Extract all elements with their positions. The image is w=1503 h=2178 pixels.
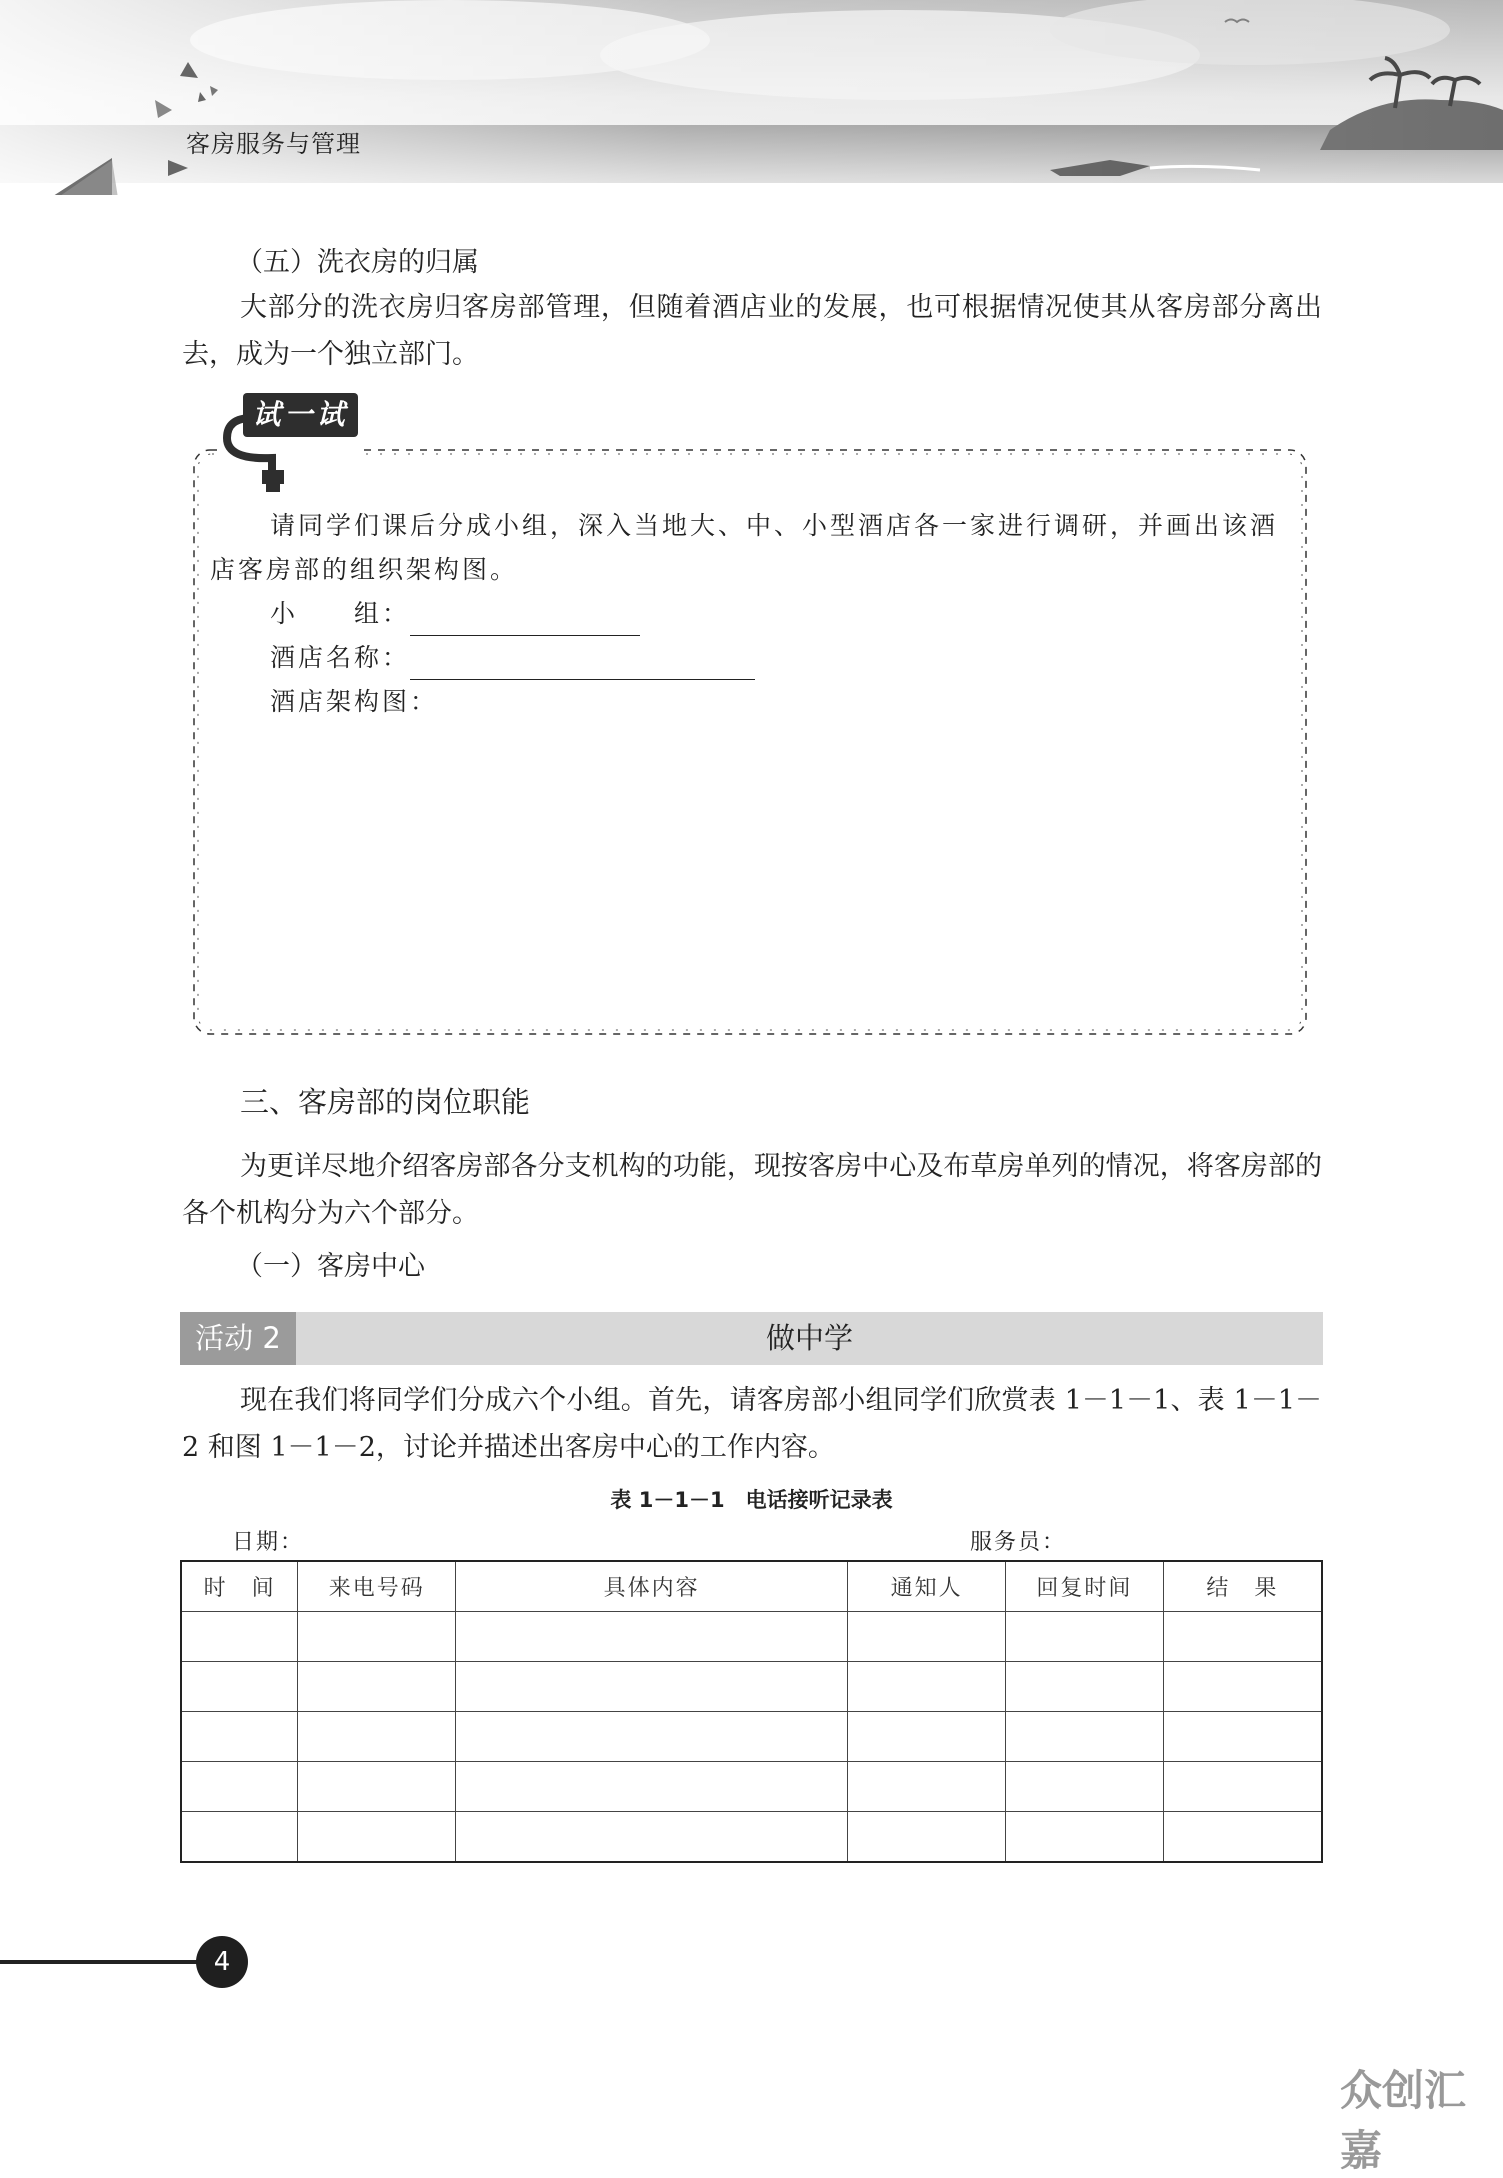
table-row bbox=[181, 1762, 1322, 1812]
table-cell[interactable] bbox=[298, 1612, 456, 1662]
table-cell[interactable] bbox=[298, 1762, 456, 1812]
table-row bbox=[181, 1712, 1322, 1762]
table-cell[interactable] bbox=[1005, 1712, 1163, 1762]
table-cell[interactable] bbox=[1005, 1812, 1163, 1863]
table-cell[interactable] bbox=[181, 1812, 298, 1863]
table-row bbox=[181, 1812, 1322, 1863]
header-result: 结 果 bbox=[1163, 1561, 1322, 1612]
hotel-name-field bbox=[270, 636, 755, 680]
watermark: 众创汇嘉 bbox=[1340, 2066, 1467, 2175]
table-cell[interactable] bbox=[181, 1762, 298, 1812]
table-cell[interactable] bbox=[848, 1612, 1006, 1662]
page-number-line bbox=[0, 1960, 200, 1964]
activity-paragraph: 现在我们将同学们分成六个小组。首先，请客房部小组同学们欣赏表 1－1－1、表 1－1－2 和图 1－1－2，讨论并描述出客房中心的工作内容。 bbox=[182, 1385, 1322, 1463]
table-row bbox=[181, 1662, 1322, 1712]
table-cell[interactable] bbox=[456, 1612, 848, 1662]
header-notified-person: 通知人 bbox=[848, 1561, 1006, 1612]
page-number: 4 bbox=[196, 1936, 248, 1988]
try-it-tag: 试一试 bbox=[243, 393, 358, 437]
header-title: 客房服务与管理 bbox=[186, 130, 361, 158]
date-label: 日期： bbox=[232, 1530, 305, 1555]
header-caller-number: 来电号码 bbox=[298, 1561, 456, 1612]
table-cell[interactable] bbox=[848, 1662, 1006, 1712]
table-row bbox=[181, 1612, 1322, 1662]
table-cell[interactable] bbox=[181, 1612, 298, 1662]
table-cell[interactable] bbox=[298, 1812, 456, 1863]
table-cell[interactable] bbox=[1005, 1662, 1163, 1712]
section-three-paragraph: 为更详尽地介绍客房部各分支机构的功能，现按客房中心及布草房单列的情况，将客房部的各个机构分为六个部分。 bbox=[182, 1151, 1322, 1229]
activity-label: 活动 2 bbox=[180, 1312, 296, 1365]
header-banner bbox=[0, 0, 1503, 195]
hotel-name-blank[interactable] bbox=[410, 653, 755, 680]
activity-title: 做中学 bbox=[765, 1321, 853, 1355]
attendant-label: 服务员： bbox=[970, 1530, 1067, 1555]
table-cell[interactable] bbox=[1163, 1812, 1322, 1863]
try-instruction: 请同学们课后分成小组，深入当地大、中、小型酒店各一家进行调研，并画出该酒店客房部的组织架构图。 bbox=[210, 511, 1279, 584]
section-laundry-heading: （五）洗衣房的归属 bbox=[236, 247, 479, 278]
header-time: 时 间 bbox=[181, 1561, 298, 1612]
table-cell[interactable] bbox=[848, 1812, 1006, 1863]
table-cell[interactable] bbox=[1163, 1762, 1322, 1812]
table-cell[interactable] bbox=[1163, 1712, 1322, 1762]
section-laundry-paragraph: 大部分的洗衣房归客房部管理，但随着酒店业的发展，也可根据情况使其从客房部分离出去，成为一个独立部门。 bbox=[182, 292, 1322, 370]
table-cell[interactable] bbox=[298, 1662, 456, 1712]
table-cell[interactable] bbox=[1005, 1762, 1163, 1812]
table-cell[interactable] bbox=[1005, 1612, 1163, 1662]
group-blank[interactable] bbox=[410, 609, 640, 636]
table-cell[interactable] bbox=[456, 1812, 848, 1863]
table-cell[interactable] bbox=[181, 1662, 298, 1712]
table-cell[interactable] bbox=[848, 1762, 1006, 1812]
table-caption: 表 1－1－1 电话接听记录表 bbox=[610, 1488, 893, 1512]
header-details: 具体内容 bbox=[456, 1561, 848, 1612]
section-three-heading: 三、客房部的岗位职能 bbox=[240, 1085, 531, 1119]
header-reply-time: 回复时间 bbox=[1005, 1561, 1163, 1612]
group-field-label: 小 组： bbox=[270, 599, 411, 628]
table-cell[interactable] bbox=[1163, 1662, 1322, 1712]
call-record-table bbox=[180, 1560, 1323, 1863]
table-cell[interactable] bbox=[456, 1662, 848, 1712]
section-three-subheading: （一）客房中心 bbox=[236, 1251, 425, 1282]
table-cell[interactable] bbox=[1163, 1612, 1322, 1662]
table-cell[interactable] bbox=[181, 1712, 298, 1762]
table-cell[interactable] bbox=[456, 1762, 848, 1812]
table-cell[interactable] bbox=[848, 1712, 1006, 1762]
group-field bbox=[270, 592, 640, 636]
hotel-name-label: 酒店名称： bbox=[270, 643, 411, 672]
table-header-row bbox=[181, 1561, 1322, 1612]
table-cell[interactable] bbox=[298, 1712, 456, 1762]
table-cell[interactable] bbox=[456, 1712, 848, 1762]
hotel-chart-label: 酒店架构图： bbox=[270, 687, 439, 716]
